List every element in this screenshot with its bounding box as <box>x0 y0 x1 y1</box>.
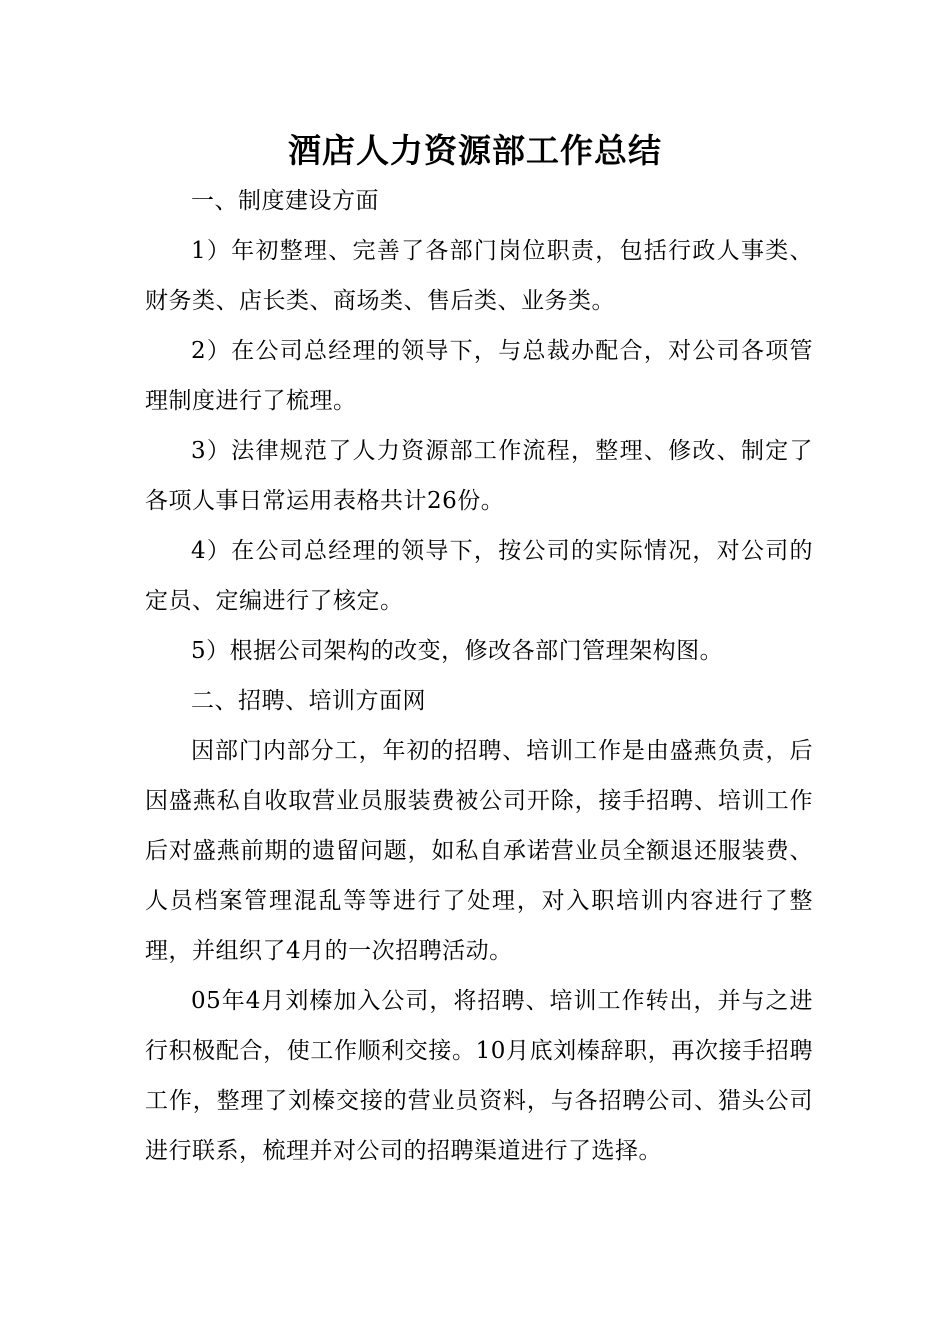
document-body <box>145 176 813 1176</box>
section-heading-system: 一、制度建设方面 <box>191 188 379 214</box>
paragraph-recruitment-2: 05年4月刘榛加入公司，将招聘、培训工作转出，并与之进行积极配合，使工作顺利交接。10月底刘榛辞职，再次接手招聘工作，整理了刘榛交接的营业员资料，与各招聘公司、猎头公司进行联系，梳理并对公司的招聘渠道进行了选择。 <box>145 988 813 1164</box>
paragraph-item-1: 1）年初整理、完善了各部门岗位职责，包括行政人事类、财务类、店长类、商场类、售后类、业务类。 <box>145 238 813 314</box>
paragraph-item-5: 5）根据公司架构的改变，修改各部门管理架构图。 <box>191 638 724 664</box>
document-title: 酒店人力资源部工作总结 <box>288 131 662 170</box>
paragraph-item-3: 3）法律规范了人力资源部工作流程，整理、修改、制定了各项人事日常运用表格共计26份。 <box>145 438 813 514</box>
paragraph-item-4: 4）在公司总经理的领导下，按公司的实际情况，对公司的定员、定编进行了核定。 <box>145 538 813 614</box>
paragraph-item-2: 2）在公司总经理的领导下，与总裁办配合，对公司各项管理制度进行了梳理。 <box>145 338 813 414</box>
section-heading-recruitment: 二、招聘、培训方面网 <box>191 688 426 714</box>
paragraph-recruitment-1: 因部门内部分工，年初的招聘、培训工作是由盛燕负责，后因盛燕私自收取营业员服装费被公司开除，接手招聘、培训工作后对盛燕前期的遗留问题，如私自承诺营业员全额退还服装费、人员档案管理混乱等等进行了处理，对入职培训内容进行了整理，并组织了4月的一次招聘活动。 <box>145 738 813 964</box>
